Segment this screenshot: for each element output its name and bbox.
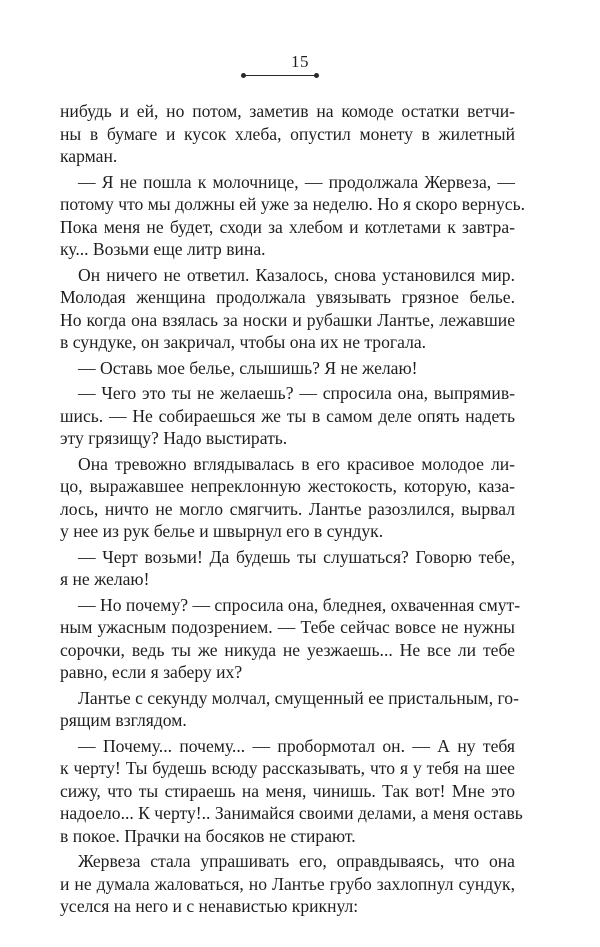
ornament-dot-right <box>314 73 319 78</box>
text-line: Она тревожно вглядывалась в его красивое молодое ли- <box>78 453 515 474</box>
text-line: Он ничего не ответил. Казалось, снова установился мир. <box>78 264 515 285</box>
text-line: Молодая женщина продолжала увязывать грязное белье. <box>60 287 515 307</box>
text-line: в сундуке, он закричал, чтобы она их не трогала. <box>60 332 427 352</box>
text-line: и не думала жаловаться, но Лантье грубо захлопнул сундук, <box>60 873 515 894</box>
text-line: надоело... К черту!.. Занимайся своими делами, а меня оставь <box>60 803 523 823</box>
text-line: я не желаю! <box>60 569 150 589</box>
text-line: уселся на него и с ненавистью крикнул: <box>60 896 359 916</box>
text-line: лось, ничто не могло смягчить. Лантье разозлился, вырвал <box>60 498 515 519</box>
text-line: к черту! Ты будешь всюду рассказывать, что я у тебя на шее <box>60 758 515 778</box>
text-line: Пока меня не будет, сходи за хлебом и котлетами к завтра- <box>60 216 515 237</box>
body-text <box>60 100 526 918</box>
text-line: — Оставь мое белье, слышишь? Я не желаю! <box>78 357 418 378</box>
text-line: потому что мы должны ей уже за неделю. Но я скоро вернусь. <box>60 194 526 214</box>
paragraph <box>60 594 521 684</box>
paragraph <box>60 546 515 591</box>
page-number: 15 <box>291 52 309 71</box>
paragraph <box>60 850 515 918</box>
paragraph <box>60 264 515 354</box>
page-number-ornament <box>241 73 319 79</box>
text-line: у нее из рук белье и швырнул его в сундук. <box>60 521 384 541</box>
text-line: — Но почему? — спросила она, бледнея, охваченная смут- <box>78 594 521 615</box>
text-line: карман. <box>60 146 118 166</box>
text-line: Но когда она взялась за носки и рубашки Лантье, лежавшие <box>60 309 515 330</box>
text-line: — Черт возьми! Да будешь ты слушаться? Говорю тебе, <box>78 546 515 567</box>
text-line: нибудь и ей, но потом, заметив на комоде остатки ветчи- <box>60 101 515 121</box>
paragraph <box>60 357 515 380</box>
text-line: сижу, что ты стираешь на меня, чинишь. Так вот! Мне это <box>60 780 515 801</box>
text-line: Жервеза стала упрашивать его, оправдываясь, что она <box>78 851 515 871</box>
ornament-rule <box>244 75 316 76</box>
text-line: рящим взглядом. <box>60 710 187 730</box>
text-line: цо, выражавшее непреклонную жестокость, которую, каза- <box>60 476 515 496</box>
text-line: — Чего это ты не желаешь? — спросила она, выпрямив- <box>78 383 515 403</box>
text-line: ны в бумаге и кусок хлеба, опустил монету в жилетный <box>60 123 515 144</box>
text-line: равно, если я заберу их? <box>60 662 243 682</box>
text-line: — Я не пошла к молочнице, — продолжала Жервеза, — <box>78 171 515 192</box>
text-line: Лантье с секунду молчал, смущенный ее пристальным, го- <box>78 687 519 708</box>
text-line: эту грязищу? Надо выстирать. <box>60 428 288 448</box>
text-line: в покое. Прачки на босяков не стирают. <box>60 825 356 846</box>
paragraph <box>60 382 515 450</box>
paragraph <box>60 100 515 168</box>
text-line: сорочки, ведь ты же никуда не уезжаешь... Не все ли тебе <box>60 639 515 660</box>
paragraph <box>60 171 526 261</box>
text-line: ку... Возьми еще литр вина. <box>60 239 266 259</box>
text-line: ным ужасным подозрением. — Тебе сейчас вовсе не нужны <box>60 617 515 637</box>
paragraph <box>60 453 515 543</box>
text-line: — Почему... почему... — пробормотал он. — А ну тебя <box>78 735 515 756</box>
paragraph <box>60 735 523 848</box>
paragraph <box>60 687 519 732</box>
text-line: шись. — Не собираешься же ты в самом деле опять надеть <box>60 405 515 426</box>
